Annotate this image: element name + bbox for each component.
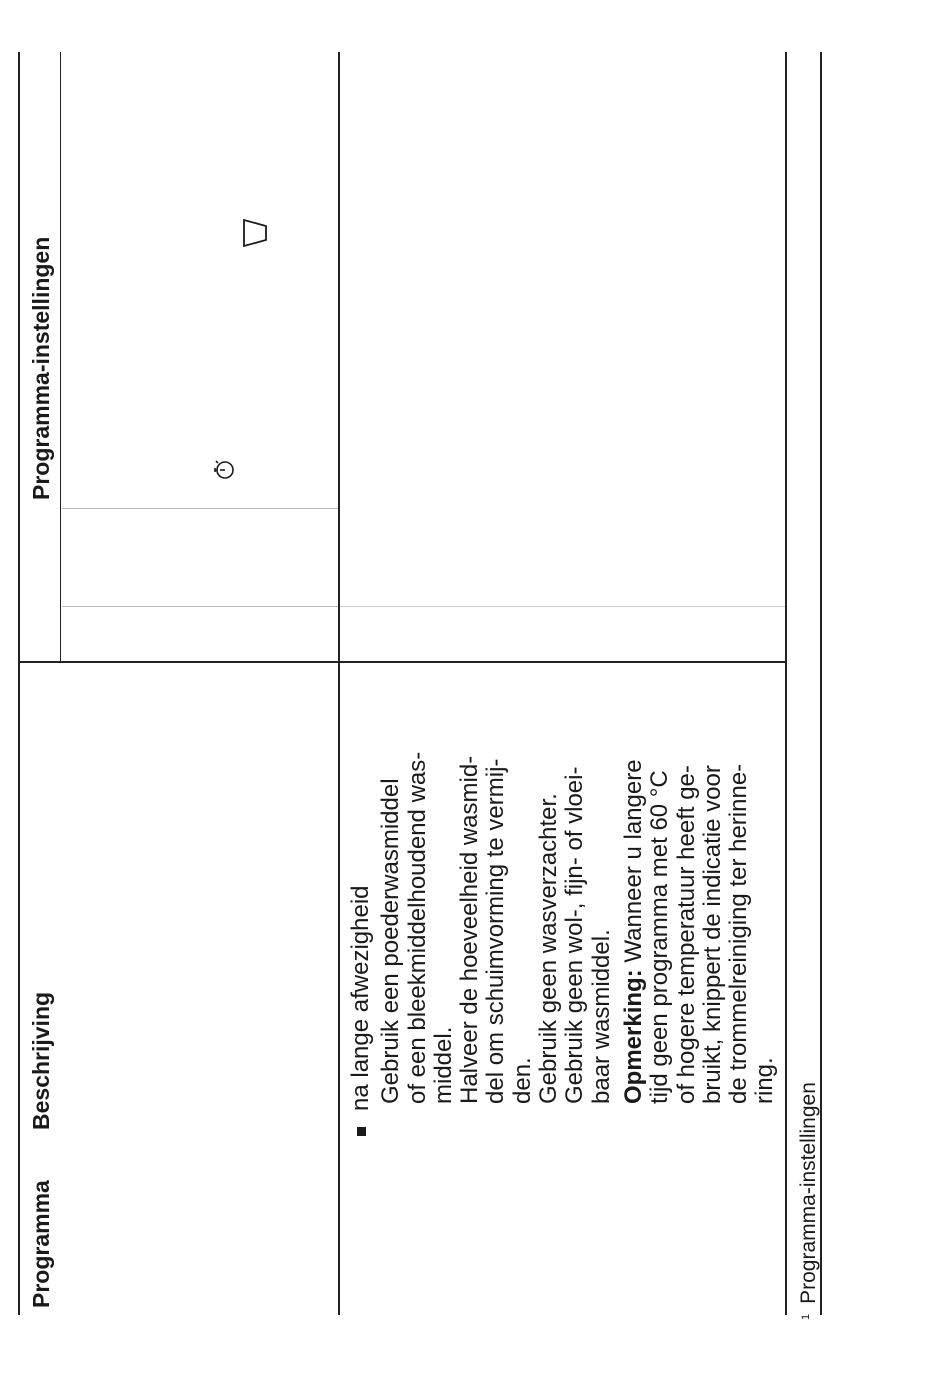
description-text [378,436,778,1136]
footnote [794,1082,821,1320]
note-line: ring. [751,1057,779,1104]
description-line: Halveer de hoeveelheid wasmid- [456,755,484,1104]
description-line: baar wasmiddel. [587,929,615,1104]
footnote-marker: 1 [800,1313,812,1320]
description-line: den. [508,1057,536,1104]
footnote-text: Programma-instellingen [797,1082,820,1304]
description-line: middel. [429,1026,457,1104]
bullet-item [348,436,374,1136]
speed-timer-icon [206,456,242,484]
settings-cell-divider [62,606,338,607]
bullet-text: na lange afwezigheid [347,885,374,1111]
note-line [621,436,647,1104]
note-line: of hogere temperatuur heeft ge- [672,765,700,1104]
note-line: tijd geen programma met 60 °C [646,770,674,1104]
description-line: del om schuimvorming te vermij- [482,758,510,1104]
header-divider-rule [338,52,340,1315]
settings-cell-divider [62,508,338,509]
note-text: Wanneer u langere [619,759,647,963]
description-line: Gebruik geen wol-, fijn- of vloei- [561,766,589,1104]
header-programma: Programma [28,1180,54,1308]
table-top-rule [18,52,20,1315]
header-programma-instellingen: Programma-instellingen [28,236,54,500]
table-bottom-rule [785,52,787,1315]
bullet-marker [357,1127,366,1136]
description-line: Gebruik geen wasverzachter. [535,793,563,1104]
basin-icon [238,218,272,248]
settings-subheader-rule [60,52,61,661]
description-line: of een bleekmiddelhoudend was- [403,751,431,1104]
note-label: Opmerking: [619,969,647,1104]
description-block [348,436,779,1136]
description-line: Gebruik een poederwasmiddel [377,778,405,1104]
note-line: de trommelreiniging ter herinne- [725,763,753,1104]
header-beschrijving: Beschrijving [28,991,54,1130]
note-line: bruikt, knippert de indicatie voor [698,765,726,1104]
